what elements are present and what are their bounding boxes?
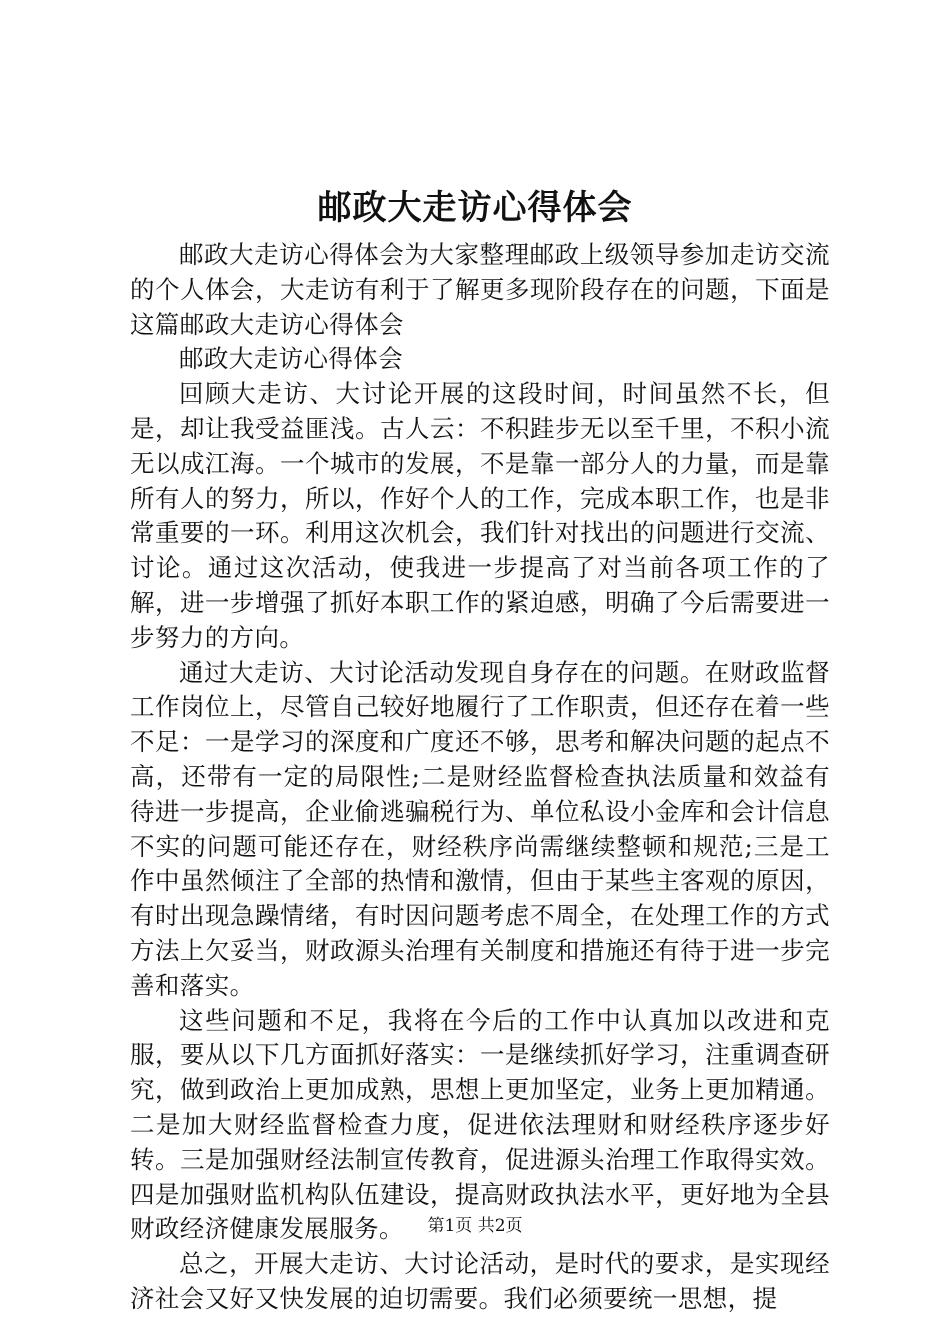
document-body — [130, 238, 830, 1317]
body-paragraph-conclusion: 总之，开展大走访、大讨论活动，是时代的要求，是实现经济社会又好又快发展的迫切需要。我们必须要统一思想，提 — [130, 1249, 830, 1313]
body-paragraph-improvements: 这些问题和不足，我将在今后的工作中认真加以改进和克服，要从以下几方面抓好落实：一是继续抓好学习，注重调查研究，做到政治上更加成熟，思想上更加坚定，业务上更加精通。二是加大财经监督检查力度，促进依法理财和财经秩序逐步好转。三是加强财经法制宣传教育，促进源头治理工作取得实效。四是加强财监机构队伍建设，提高财政执法水平，更好地为全县财政经济健康发展服务。 — [130, 1005, 830, 1244]
document-title: 邮政大走访心得体会 — [317, 188, 633, 228]
section-heading: 邮政大走访心得体会 — [179, 344, 404, 374]
intro-paragraph: 邮政大走访心得体会为大家整理邮政上级领导参加走访交流的个人体会，大走访有利于了解更多现阶段存在的问题，下面是这篇邮政大走访心得体会 — [130, 240, 830, 339]
body-paragraph-review: 回顾大走访、大讨论开展的这段时间，时间虽然不长，但是，却让我受益匪浅。古人云：不积跬步无以至千里，不积小流无以成江海。一个城市的发展，不是靠一部分人的力量，而是靠所有人的努力，所以，作好个人的工作，完成本职工作，也是非常重要的一环。利用这次机会，我们针对找出的问题进行交流、讨论。通过这次活动，使我进一步提高了对当前各项工作的了解，进一步增强了抓好本职工作的紧迫感，明确了今后需要进一步努力的方向。 — [130, 379, 830, 652]
page-number-footer: 第1页 共2页 — [427, 1216, 523, 1236]
body-paragraph-problems: 通过大走访、大讨论活动发现自身存在的问题。在财政监督工作岗位上，尽管自己较好地履行了工作职责，但还存在着一些不足：一是学习的深度和广度还不够，思考和解决问题的起点不高，还带有一定的局限性;二是财经监督检查执法质量和效益有待进一步提高，企业偷逃骗税行为、单位私设小金库和会计信息不实的问题可能还存在，财经秩序尚需继续整顿和规范;三是工作中虽然倾注了全部的热情和激情，但由于某些主客观的原因，有时出现急躁情绪，有时因问题考虑不周全，在处理工作的方式方法上欠妥当，财政源头治理有关制度和措施还有待于进一步完善和落实。 — [130, 657, 830, 1000]
